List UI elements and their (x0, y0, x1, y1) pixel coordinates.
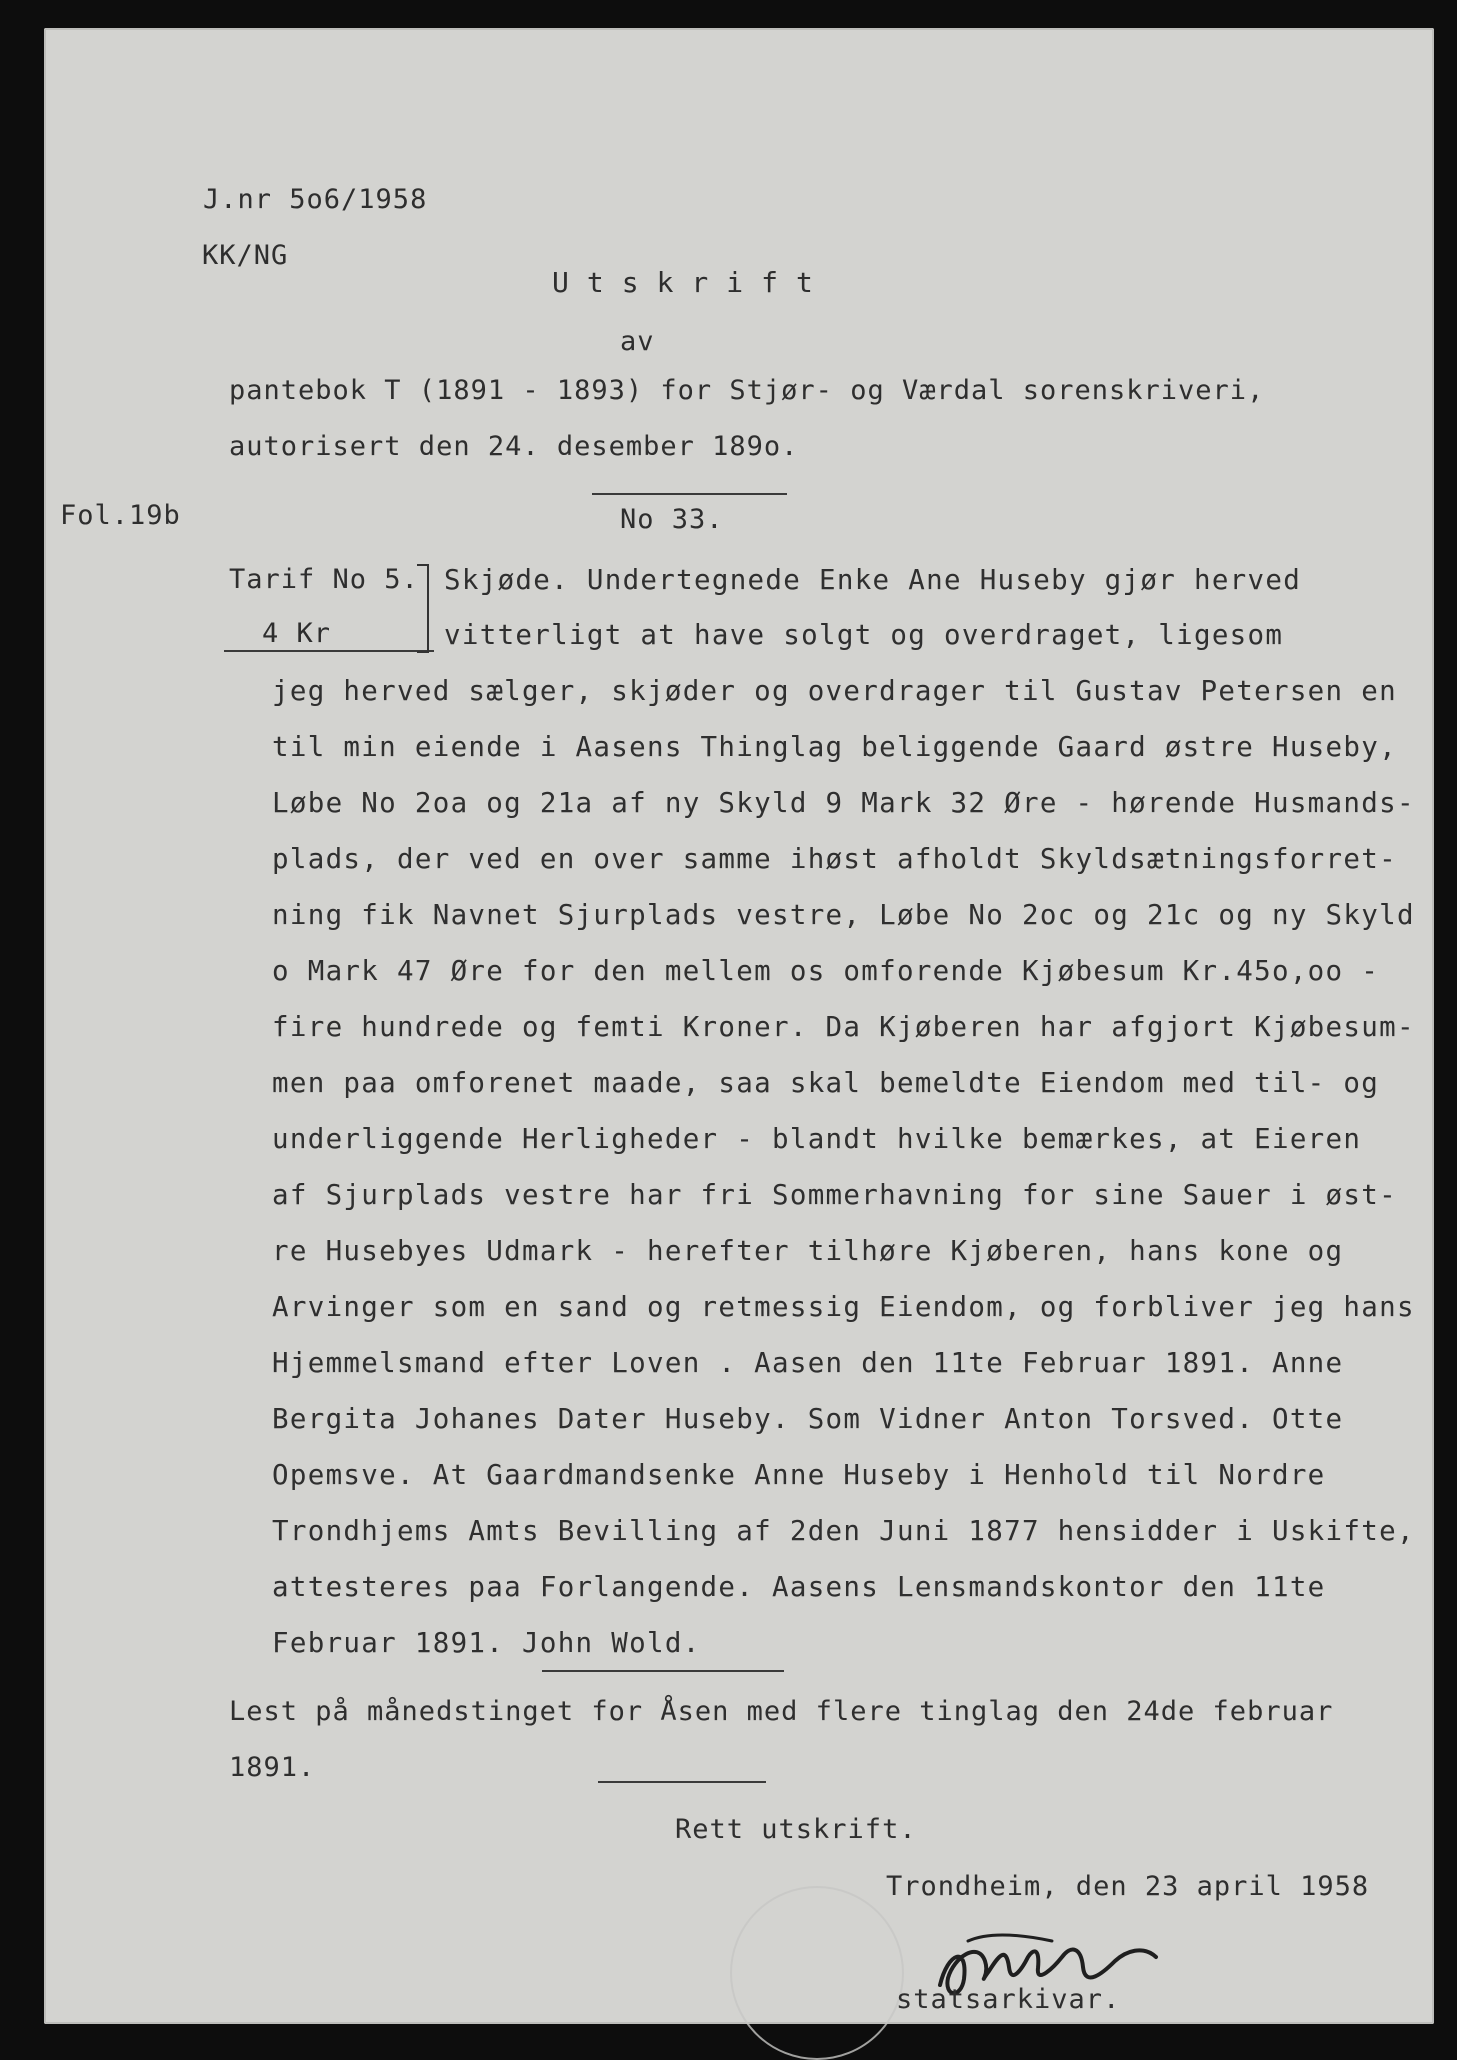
title-av: av (620, 326, 655, 357)
signatory-title: statsarkivar. (896, 1984, 1121, 2015)
body-line: Skjøde. Undertegnede Enke Ane Huseby gjør herved (444, 564, 1302, 596)
body-line: o Mark 47 Øre for den mellem os omforende Kjøbesum Kr.45o,oo - (272, 955, 1380, 987)
source-line-2: autorisert den 24. desember 189o. (229, 431, 799, 462)
body-line: Løbe No 2oa og 21a af ny Skyld 9 Mark 32 Øre - hørende Husmands- (272, 787, 1415, 819)
body-line: plads, der ved en over samme ihøst afholdt Skyldsætningsforret- (272, 843, 1397, 875)
body-line: jeg herved sælger, skjøder og overdrager til Gustav Petersen en (272, 675, 1397, 707)
journal-number: J.nr 5o6/1958 (203, 184, 428, 215)
tariff-fee-underline (224, 650, 434, 652)
tariff-label: Tarif No 5. (229, 564, 419, 595)
registration-line-1: Lest på månedstinget for Åsen med flere tinglag den 24de februar (229, 1696, 1334, 1727)
body-line: ning fik Navnet Sjurplads vestre, Løbe No 2oc og 21c og ny Skyld (272, 899, 1415, 931)
tariff-fee: 4 Kr (262, 618, 332, 649)
body-line: af Sjurplads vestre har fri Sommerhavning for sine Sauer i øst- (272, 1179, 1397, 1211)
body-line: men paa omforenet maade, saa skal bemeldte Eiendom med til- og (272, 1067, 1380, 1099)
place-and-date: Trondheim, den 23 april 1958 (886, 1871, 1370, 1902)
registration-line-2: 1891. (229, 1752, 316, 1783)
number-top-rule (592, 493, 787, 495)
body-line: Bergita Johanes Dater Huseby. Som Vidner Anton Torsved. Otte (272, 1403, 1344, 1435)
entry-number: No 33. (620, 504, 724, 535)
body-line: Hjemmelsmand efter Loven . Aasen den 11te Februar 1891. Anne (272, 1347, 1344, 1379)
body-line: re Husebyes Udmark - herefter tilhøre Kjøberen, hans kone og (272, 1235, 1344, 1267)
folio-reference: Fol.19b (60, 500, 181, 531)
body-line: attesteres paa Forlangende. Aasens Lensmandskontor den 11te (272, 1571, 1326, 1603)
source-line-1: pantebok T (1891 - 1893) for Stjør- og Værdal sorenskriveri, (229, 375, 1265, 406)
body-line: fire hundrede og femti Kroner. Da Kjøberen har afgjort Kjøbesum- (272, 1011, 1415, 1043)
document-title: Utskrift (552, 266, 831, 299)
document-page (44, 28, 1434, 2024)
body-line: Opemsve. At Gaardmandsenke Anne Huseby i Henhold til Nordre (272, 1459, 1326, 1491)
initials: KK/NG (202, 240, 289, 271)
body-line: Februar 1891. John Wold. (272, 1627, 701, 1659)
section-divider-2 (598, 1781, 766, 1783)
body-line: vitterligt at have solgt og overdraget, ligesom (444, 619, 1284, 651)
body-line: til min eiende i Aasens Thinglag beliggende Gaard østre Huseby, (272, 731, 1397, 763)
tariff-bracket (417, 564, 429, 653)
body-line: Arvinger som en sand og retmessig Eiendom, og forbliver jeg hans (272, 1291, 1415, 1323)
certification-text: Rett utskrift. (675, 1814, 917, 1845)
body-line: underliggende Herligheder - blandt hvilke bemærkes, at Eieren (272, 1123, 1362, 1155)
section-divider-1 (542, 1670, 784, 1672)
official-stamp (730, 1886, 904, 2060)
body-line: Trondhjems Amts Bevilling af 2den Juni 1877 hensidder i Uskifte, (272, 1515, 1415, 1547)
